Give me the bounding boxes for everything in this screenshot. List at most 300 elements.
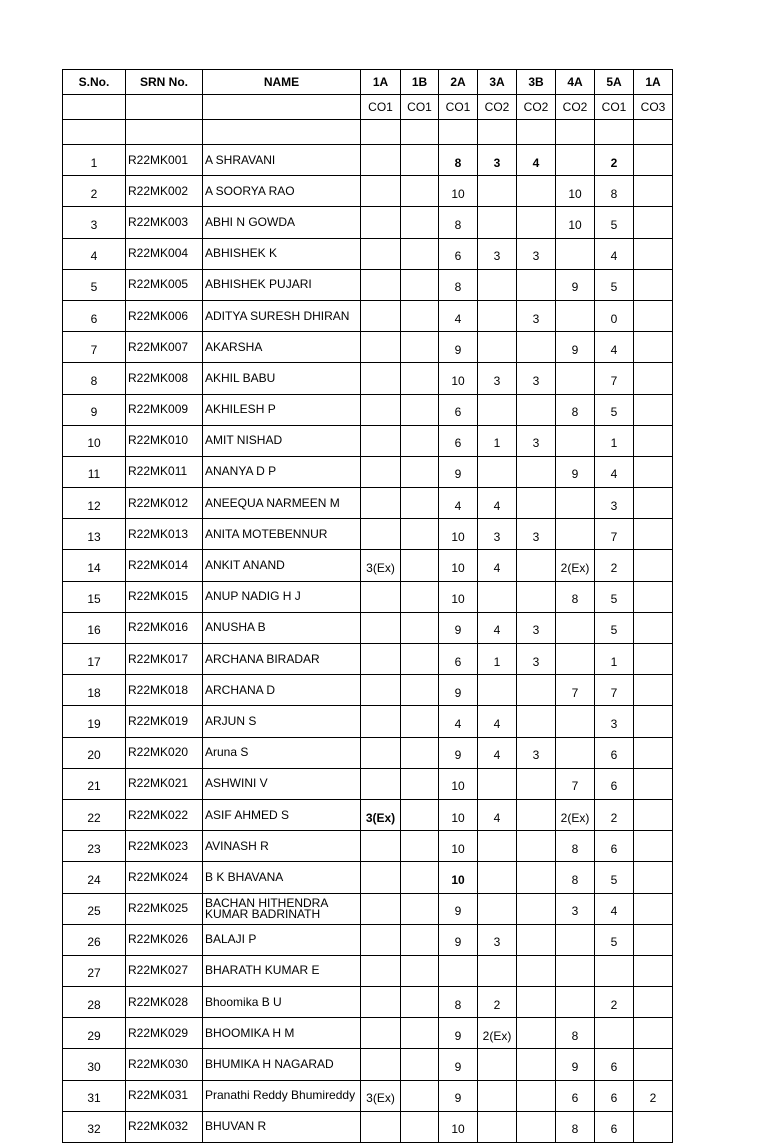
- name-cell: BHARATH KUMAR E: [203, 955, 361, 986]
- mark-1a-co3: 2: [634, 1080, 673, 1111]
- blank-cell: [439, 120, 478, 145]
- mark-3b-co2: [517, 581, 556, 612]
- name-cell: ABHISHEK PUJARI: [203, 269, 361, 300]
- name-cell: AKHIL BABU: [203, 363, 361, 394]
- srn-cell: R22MK024: [126, 862, 203, 893]
- srn-cell: R22MK007: [126, 332, 203, 363]
- mark-1b-co1: [401, 675, 439, 706]
- mark-3b-co2: [517, 987, 556, 1018]
- mark-5a-co1: 4: [595, 332, 634, 363]
- mark-5a-co1: 5: [595, 269, 634, 300]
- srn-cell: R22MK006: [126, 300, 203, 331]
- srn-cell: R22MK021: [126, 768, 203, 799]
- mark-3a-co2: [478, 394, 517, 425]
- srn-cell: R22MK015: [126, 581, 203, 612]
- table-row: [63, 363, 673, 394]
- mark-1b-co1: [401, 519, 439, 550]
- mark-4a-co2: [556, 987, 595, 1018]
- name-cell: ARCHANA D: [203, 675, 361, 706]
- sno-cell: 24: [63, 862, 126, 893]
- mark-1a-co3: [634, 893, 673, 924]
- table-row: [63, 238, 673, 269]
- name-cell: ANANYA D P: [203, 456, 361, 487]
- sno-cell: 29: [63, 1018, 126, 1049]
- mark-3a-co2: [478, 893, 517, 924]
- mark-1b-co1: [401, 893, 439, 924]
- name-cell: Aruna S: [203, 737, 361, 768]
- mark-1b-co1: [401, 269, 439, 300]
- mark-1b-co1: [401, 488, 439, 519]
- mark-4a-co2: [556, 145, 595, 176]
- mark-3a-co2: 3: [478, 924, 517, 955]
- table-row: [63, 706, 673, 737]
- mark-2a-co1: 4: [439, 488, 478, 519]
- mark-5a-co1: 2: [595, 145, 634, 176]
- mark-4a-co2: [556, 644, 595, 675]
- mark-3b-co2: 3: [517, 363, 556, 394]
- mark-1a-co3: [634, 737, 673, 768]
- mark-4a-co2: 8: [556, 394, 595, 425]
- mark-2a-co1: 10: [439, 831, 478, 862]
- mark-2a-co1: 10: [439, 862, 478, 893]
- mark-1a-co3: [634, 425, 673, 456]
- subheader-cell: CO2: [556, 95, 595, 120]
- mark-4a-co2: [556, 363, 595, 394]
- subheader-cell: CO2: [517, 95, 556, 120]
- sno-cell: 32: [63, 1111, 126, 1142]
- mark-3b-co2: [517, 394, 556, 425]
- sno-cell: 22: [63, 799, 126, 830]
- srn-cell: R22MK025: [126, 893, 203, 924]
- mark-5a-co1: 6: [595, 737, 634, 768]
- mark-1b-co1: [401, 737, 439, 768]
- mark-2a-co1: 10: [439, 363, 478, 394]
- mark-3a-co2: 3: [478, 145, 517, 176]
- name-cell: A SHRAVANI: [203, 145, 361, 176]
- mark-1a-co1: 3(Ex): [361, 799, 401, 830]
- sno-cell: 8: [63, 363, 126, 394]
- subheader-cell: CO2: [478, 95, 517, 120]
- mark-3a-co2: [478, 862, 517, 893]
- mark-1a-co3: [634, 581, 673, 612]
- blank-cell: [634, 120, 673, 145]
- mark-1a-co3: [634, 300, 673, 331]
- mark-1b-co1: [401, 924, 439, 955]
- mark-3b-co2: [517, 207, 556, 238]
- blank-cell: [401, 120, 439, 145]
- mark-1b-co1: [401, 1049, 439, 1080]
- mark-1a-co3: [634, 550, 673, 581]
- name-cell: A SOORYA RAO: [203, 176, 361, 207]
- subheader-cell: [203, 95, 361, 120]
- mark-3a-co2: 4: [478, 799, 517, 830]
- name-cell: BHOOMIKA H M: [203, 1018, 361, 1049]
- mark-1a-co1: [361, 644, 401, 675]
- mark-1a-co3: [634, 644, 673, 675]
- mark-3b-co2: [517, 456, 556, 487]
- mark-1a-co1: [361, 332, 401, 363]
- mark-4a-co2: [556, 519, 595, 550]
- srn-cell: R22MK020: [126, 737, 203, 768]
- srn-cell: R22MK027: [126, 955, 203, 986]
- mark-3b-co2: 3: [517, 519, 556, 550]
- mark-2a-co1: 9: [439, 1049, 478, 1080]
- mark-3b-co2: [517, 1049, 556, 1080]
- mark-4a-co2: [556, 300, 595, 331]
- name-cell: ABHISHEK K: [203, 238, 361, 269]
- mark-5a-co1: [595, 955, 634, 986]
- mark-3a-co2: [478, 1080, 517, 1111]
- mark-3b-co2: 3: [517, 737, 556, 768]
- mark-5a-co1: 7: [595, 519, 634, 550]
- mark-5a-co1: 7: [595, 675, 634, 706]
- srn-cell: R22MK031: [126, 1080, 203, 1111]
- header-1a-co3: 1A: [634, 70, 673, 95]
- subheader-cell: CO1: [595, 95, 634, 120]
- mark-2a-co1: 9: [439, 924, 478, 955]
- blank-row: [63, 120, 673, 145]
- mark-3b-co2: [517, 176, 556, 207]
- mark-1a-co3: [634, 238, 673, 269]
- mark-1a-co3: [634, 1049, 673, 1080]
- mark-3a-co2: [478, 1049, 517, 1080]
- table-row: [63, 519, 673, 550]
- mark-2a-co1: 8: [439, 207, 478, 238]
- srn-cell: R22MK016: [126, 612, 203, 643]
- mark-4a-co2: 9: [556, 269, 595, 300]
- mark-3a-co2: [478, 300, 517, 331]
- table-row: [63, 1111, 673, 1142]
- mark-1a-co1: [361, 176, 401, 207]
- blank-cell: [203, 120, 361, 145]
- mark-1a-co3: [634, 706, 673, 737]
- srn-cell: R22MK029: [126, 1018, 203, 1049]
- mark-3a-co2: 4: [478, 488, 517, 519]
- srn-cell: R22MK012: [126, 488, 203, 519]
- mark-3b-co2: [517, 1018, 556, 1049]
- mark-1a-co3: [634, 987, 673, 1018]
- sno-cell: 4: [63, 238, 126, 269]
- mark-3a-co2: 4: [478, 737, 517, 768]
- mark-3b-co2: [517, 675, 556, 706]
- sno-cell: 10: [63, 425, 126, 456]
- mark-2a-co1: 9: [439, 675, 478, 706]
- sno-cell: 25: [63, 893, 126, 924]
- table-row: [63, 581, 673, 612]
- sno-cell: 21: [63, 768, 126, 799]
- mark-4a-co2: 6: [556, 1080, 595, 1111]
- srn-cell: R22MK023: [126, 831, 203, 862]
- table-row: [63, 269, 673, 300]
- mark-1b-co1: [401, 799, 439, 830]
- subheader-cell: CO1: [401, 95, 439, 120]
- mark-3a-co2: 3: [478, 363, 517, 394]
- mark-1a-co3: [634, 207, 673, 238]
- mark-5a-co1: 1: [595, 644, 634, 675]
- mark-1a-co3: [634, 1111, 673, 1142]
- mark-1a-co1: 3(Ex): [361, 550, 401, 581]
- mark-5a-co1: 4: [595, 893, 634, 924]
- subheader-cell: CO1: [439, 95, 478, 120]
- mark-5a-co1: [595, 1018, 634, 1049]
- mark-1a-co1: [361, 893, 401, 924]
- table-row: [63, 332, 673, 363]
- mark-5a-co1: 5: [595, 862, 634, 893]
- mark-4a-co2: 7: [556, 675, 595, 706]
- mark-1a-co1: [361, 238, 401, 269]
- mark-4a-co2: [556, 955, 595, 986]
- name-cell: AKARSHA: [203, 332, 361, 363]
- blank-cell: [556, 120, 595, 145]
- mark-3a-co2: 2(Ex): [478, 1018, 517, 1049]
- sno-cell: 5: [63, 269, 126, 300]
- mark-1b-co1: [401, 456, 439, 487]
- mark-3a-co2: 4: [478, 612, 517, 643]
- mark-1a-co1: [361, 862, 401, 893]
- mark-3b-co2: 3: [517, 425, 556, 456]
- mark-5a-co1: 4: [595, 238, 634, 269]
- name-cell: AVINASH R: [203, 831, 361, 862]
- subheader-cell: CO3: [634, 95, 673, 120]
- mark-1b-co1: [401, 612, 439, 643]
- mark-1a-co1: [361, 394, 401, 425]
- header-3a: 3A: [478, 70, 517, 95]
- table-row: [63, 768, 673, 799]
- mark-2a-co1: 9: [439, 737, 478, 768]
- table-row: [63, 862, 673, 893]
- sno-cell: 19: [63, 706, 126, 737]
- srn-cell: R22MK004: [126, 238, 203, 269]
- mark-3b-co2: [517, 1111, 556, 1142]
- name-cell: BHUMIKA H NAGARAD: [203, 1049, 361, 1080]
- mark-4a-co2: [556, 425, 595, 456]
- sno-cell: 9: [63, 394, 126, 425]
- blank-cell: [361, 120, 401, 145]
- mark-2a-co1: 10: [439, 1111, 478, 1142]
- sno-cell: 28: [63, 987, 126, 1018]
- mark-2a-co1: 10: [439, 519, 478, 550]
- srn-cell: R22MK009: [126, 394, 203, 425]
- table-row: [63, 1018, 673, 1049]
- mark-5a-co1: 8: [595, 176, 634, 207]
- mark-1b-co1: [401, 1080, 439, 1111]
- mark-3a-co2: 1: [478, 644, 517, 675]
- mark-3a-co2: [478, 768, 517, 799]
- sno-cell: 13: [63, 519, 126, 550]
- mark-3b-co2: 4: [517, 145, 556, 176]
- name-cell: AKHILESH P: [203, 394, 361, 425]
- mark-1a-co1: [361, 1049, 401, 1080]
- table-row: [63, 176, 673, 207]
- table-row: [63, 644, 673, 675]
- srn-cell: R22MK008: [126, 363, 203, 394]
- srn-cell: R22MK011: [126, 456, 203, 487]
- subheader-cell: [63, 95, 126, 120]
- mark-1b-co1: [401, 363, 439, 394]
- table-row: [63, 955, 673, 986]
- mark-2a-co1: 6: [439, 425, 478, 456]
- mark-1b-co1: [401, 207, 439, 238]
- blank-cell: [478, 120, 517, 145]
- mark-1a-co1: [361, 955, 401, 986]
- sno-cell: 20: [63, 737, 126, 768]
- mark-3a-co2: 4: [478, 706, 517, 737]
- mark-1a-co1: [361, 269, 401, 300]
- mark-4a-co2: 8: [556, 862, 595, 893]
- mark-3b-co2: 3: [517, 300, 556, 331]
- sno-cell: 30: [63, 1049, 126, 1080]
- sno-cell: 3: [63, 207, 126, 238]
- mark-2a-co1: 9: [439, 1018, 478, 1049]
- mark-1a-co3: [634, 768, 673, 799]
- sno-cell: 17: [63, 644, 126, 675]
- mark-2a-co1: 8: [439, 987, 478, 1018]
- sno-cell: 7: [63, 332, 126, 363]
- mark-1b-co1: [401, 394, 439, 425]
- mark-1a-co1: [361, 831, 401, 862]
- mark-4a-co2: 8: [556, 831, 595, 862]
- mark-4a-co2: [556, 706, 595, 737]
- mark-1a-co3: [634, 675, 673, 706]
- mark-1a-co1: [361, 1018, 401, 1049]
- table-row: [63, 675, 673, 706]
- table-row: [63, 145, 673, 176]
- name-cell: ANUP NADIG H J: [203, 581, 361, 612]
- mark-1a-co1: [361, 612, 401, 643]
- mark-2a-co1: 6: [439, 644, 478, 675]
- mark-3b-co2: [517, 924, 556, 955]
- name-cell: ASIF AHMED S: [203, 799, 361, 830]
- mark-2a-co1: 9: [439, 612, 478, 643]
- sno-cell: 18: [63, 675, 126, 706]
- sno-cell: 2: [63, 176, 126, 207]
- srn-cell: R22MK032: [126, 1111, 203, 1142]
- name-cell: Bhoomika B U: [203, 987, 361, 1018]
- mark-3b-co2: [517, 332, 556, 363]
- mark-2a-co1: 10: [439, 768, 478, 799]
- table-row: [63, 1049, 673, 1080]
- srn-cell: R22MK026: [126, 924, 203, 955]
- sno-cell: 1: [63, 145, 126, 176]
- header-name: NAME: [203, 70, 361, 95]
- mark-4a-co2: [556, 924, 595, 955]
- mark-1b-co1: [401, 581, 439, 612]
- mark-3a-co2: 3: [478, 238, 517, 269]
- srn-cell: R22MK010: [126, 425, 203, 456]
- mark-4a-co2: 8: [556, 1018, 595, 1049]
- mark-1a-co1: [361, 768, 401, 799]
- mark-4a-co2: 7: [556, 768, 595, 799]
- mark-5a-co1: 3: [595, 488, 634, 519]
- mark-1b-co1: [401, 176, 439, 207]
- mark-5a-co1: 2: [595, 550, 634, 581]
- mark-5a-co1: 2: [595, 799, 634, 830]
- name-cell: ARJUN S: [203, 706, 361, 737]
- mark-1a-co1: [361, 363, 401, 394]
- mark-3b-co2: 3: [517, 238, 556, 269]
- mark-1b-co1: [401, 955, 439, 986]
- mark-1a-co3: [634, 456, 673, 487]
- header-sno: S.No.: [63, 70, 126, 95]
- sno-cell: 27: [63, 955, 126, 986]
- header-2a: 2A: [439, 70, 478, 95]
- mark-5a-co1: 2: [595, 987, 634, 1018]
- mark-1a-co3: [634, 176, 673, 207]
- srn-cell: R22MK030: [126, 1049, 203, 1080]
- mark-2a-co1: [439, 955, 478, 986]
- name-cell: Pranathi Reddy Bhumireddy: [203, 1080, 361, 1111]
- srn-cell: R22MK019: [126, 706, 203, 737]
- mark-5a-co1: 6: [595, 1111, 634, 1142]
- mark-1a-co3: [634, 1018, 673, 1049]
- srn-cell: R22MK022: [126, 799, 203, 830]
- srn-cell: R22MK005: [126, 269, 203, 300]
- table-row: [63, 987, 673, 1018]
- mark-1a-co1: [361, 987, 401, 1018]
- sno-cell: 12: [63, 488, 126, 519]
- mark-1a-co1: [361, 488, 401, 519]
- mark-1a-co1: [361, 425, 401, 456]
- mark-2a-co1: 6: [439, 394, 478, 425]
- table-row: [63, 1080, 673, 1111]
- blank-cell: [595, 120, 634, 145]
- sno-cell: 14: [63, 550, 126, 581]
- mark-1a-co1: [361, 706, 401, 737]
- mark-2a-co1: 9: [439, 332, 478, 363]
- sno-cell: 15: [63, 581, 126, 612]
- mark-5a-co1: 5: [595, 612, 634, 643]
- table-row: [63, 924, 673, 955]
- mark-3a-co2: [478, 456, 517, 487]
- header-row: [63, 70, 673, 95]
- mark-3b-co2: [517, 893, 556, 924]
- name-cell: ANITA MOTEBENNUR: [203, 519, 361, 550]
- mark-5a-co1: 7: [595, 363, 634, 394]
- mark-4a-co2: [556, 737, 595, 768]
- table-row: [63, 893, 673, 924]
- name-cell: B K BHAVANA: [203, 862, 361, 893]
- mark-3b-co2: [517, 768, 556, 799]
- mark-2a-co1: 10: [439, 581, 478, 612]
- mark-3a-co2: [478, 675, 517, 706]
- srn-cell: R22MK017: [126, 644, 203, 675]
- mark-2a-co1: 10: [439, 550, 478, 581]
- mark-3a-co2: [478, 176, 517, 207]
- mark-1a-co3: [634, 831, 673, 862]
- mark-1a-co1: [361, 456, 401, 487]
- mark-4a-co2: [556, 238, 595, 269]
- mark-3b-co2: [517, 1080, 556, 1111]
- name-cell: BALAJI P: [203, 924, 361, 955]
- mark-1b-co1: [401, 644, 439, 675]
- srn-cell: R22MK013: [126, 519, 203, 550]
- name-cell: ANEEQUA NARMEEN M: [203, 488, 361, 519]
- mark-1b-co1: [401, 238, 439, 269]
- mark-3a-co2: [478, 269, 517, 300]
- mark-1a-co1: [361, 737, 401, 768]
- header-srn: SRN No.: [126, 70, 203, 95]
- mark-5a-co1: 5: [595, 924, 634, 955]
- mark-1b-co1: [401, 862, 439, 893]
- mark-1b-co1: [401, 987, 439, 1018]
- sno-cell: 23: [63, 831, 126, 862]
- mark-3a-co2: [478, 955, 517, 986]
- table-row: [63, 207, 673, 238]
- name-cell: BHUVAN R: [203, 1111, 361, 1142]
- mark-1a-co3: [634, 519, 673, 550]
- mark-1a-co1: 3(Ex): [361, 1080, 401, 1111]
- mark-4a-co2: 2(Ex): [556, 550, 595, 581]
